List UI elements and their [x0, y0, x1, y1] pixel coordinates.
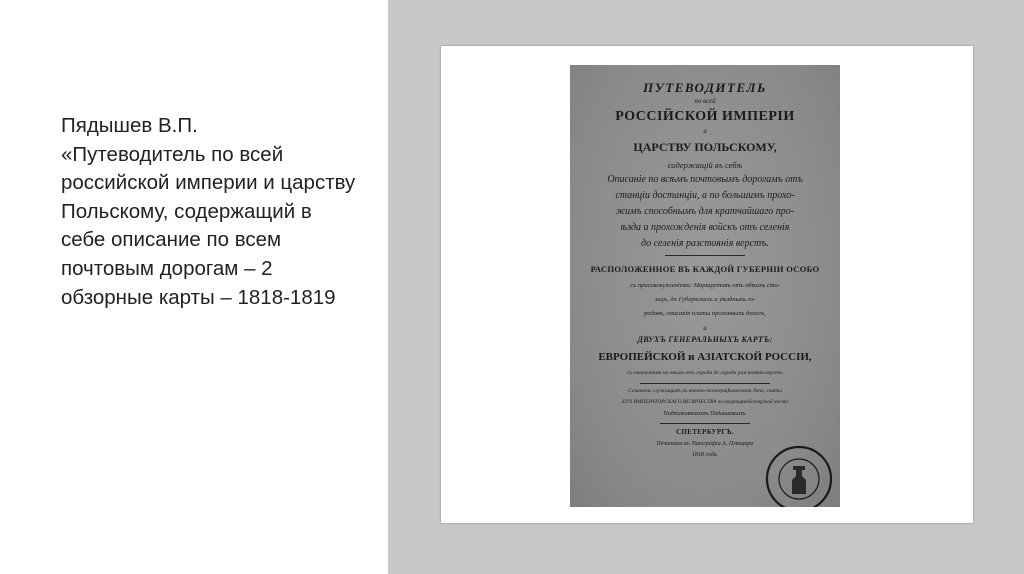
- divider: [640, 383, 770, 384]
- book-line: содержащій въ себѣ: [667, 160, 743, 170]
- book-line: Печатано въ Типографіи А. Плюшара: [656, 441, 754, 447]
- book-line-title: ПУТЕВОДИТЕЛЬ: [643, 80, 767, 95]
- book-line: Описаніе по всѣмъ почтовымъ дорогамъ отъ: [607, 174, 803, 185]
- book-line: съ присовокупленіемъ: Маршрутовъ отъ обѣихъ сто-: [630, 282, 780, 289]
- right-image-pane: [388, 0, 1024, 574]
- book-line: съ означеніемъ на оныхъ отъ города до города разстоянія верстъ.: [626, 370, 784, 376]
- book-line: родовъ, описанія платы прогонныхъ денегъ,: [644, 310, 766, 317]
- book-line: СПЕТЕРБУРГЪ.: [676, 428, 734, 436]
- book-line: и: [703, 127, 707, 135]
- book-line-maps: ЕВРОПЕЙСКОЙ и АЗІАТСКОЙ РОССІИ,: [598, 351, 812, 363]
- book-line: станціи достанціи, а по большимъ прохо-: [615, 190, 795, 201]
- book-line: РАСПОЛОЖЕННОЕ ВЪ КАЖДОЙ ГУБЕРНІИ ОСОБО: [590, 264, 820, 274]
- book-line: Подполковникомъ Пядышевымъ.: [663, 411, 747, 417]
- book-title-page: [570, 65, 840, 507]
- book-line: по всей: [694, 97, 716, 105]
- divider: [660, 423, 750, 424]
- book-line: лицъ, до Губернскихъ и уѣздныхъ го-: [654, 296, 756, 303]
- book-line-kingdom: ЦАРСТВУ ПОЛЬСКОМУ,: [633, 140, 777, 154]
- book-line: до селенія разстоянія верстъ.: [641, 238, 769, 249]
- book-line-empire: РОССІЙСКОЙ ИМПЕРІИ: [615, 109, 795, 124]
- book-line: ЕГО ИМПЕРАТОРСКАГО ВЕЛИЧЕСТВА по квартирмейстерской части: [622, 399, 788, 405]
- book-line: жимъ способнымъ для кратчайшаго про-: [615, 206, 795, 217]
- slide-caption: Пядышев В.П. «Путеводитель по всей российской империи и царству Польскому, содержащий в себе описание по всем почтовым дорогам – 2 обзорные карты – 1818-1819: [61, 114, 356, 309]
- image-frame: [441, 46, 973, 523]
- book-line: и: [703, 324, 707, 332]
- book-line: Сочинены служащимъ въ военно-топографическомъ депо, свиты: [628, 388, 782, 394]
- book-line: ДВУХЪ ГЕНЕРАЛЬНЫХЪ КАРТЪ:: [637, 335, 773, 344]
- divider: [665, 255, 745, 256]
- book-line: 1818 года.: [691, 452, 719, 458]
- book-line: ѣзда и прохожденія войскъ отъ селенія: [620, 222, 790, 233]
- left-text-pane: [0, 0, 388, 574]
- library-stamp: [764, 444, 834, 507]
